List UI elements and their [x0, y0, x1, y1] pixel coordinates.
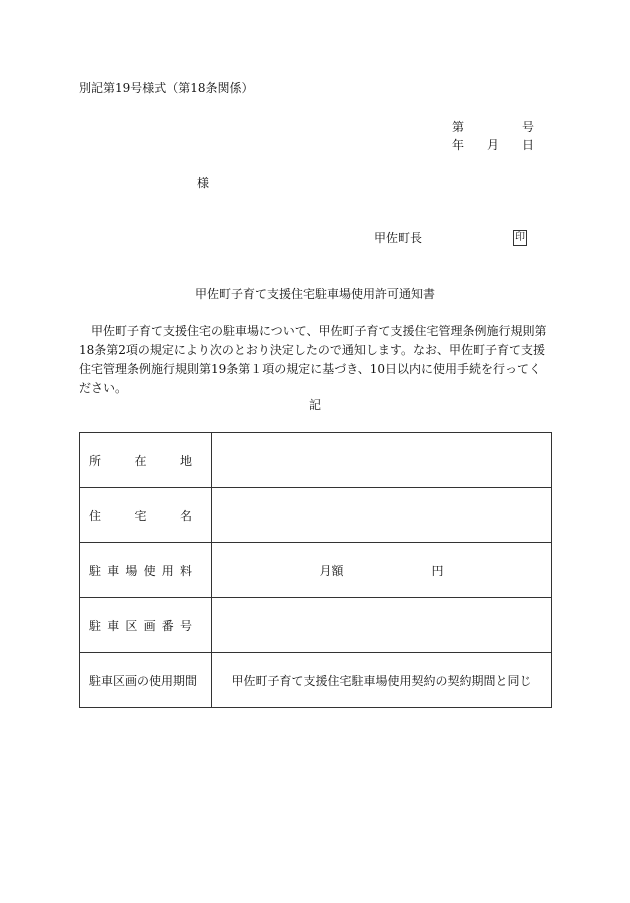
label-char: 車 [107, 618, 120, 633]
label-char: 画 [143, 618, 156, 633]
issuer-name: 甲佐町長 [374, 231, 423, 245]
parking-fee-label [80, 543, 212, 598]
form-identifier: 別記第19号様式（第18条関係） [79, 81, 254, 95]
location-value[interactable] [212, 433, 552, 488]
table-row [80, 488, 552, 543]
usage-period-label: 駐車区画の使用期間 [80, 653, 212, 708]
space-number-value[interactable] [212, 598, 552, 653]
table-row [80, 433, 552, 488]
details-table [79, 432, 552, 708]
house-name-label [80, 488, 212, 543]
location-label [80, 433, 212, 488]
label-char: 在 [134, 453, 147, 468]
usage-period-value: 甲佐町子育て支援住宅駐車場使用契約の契約期間と同じ [212, 653, 552, 708]
document-title: 甲佐町子育て支援住宅駐車場使用許可通知書 [194, 287, 435, 301]
date-line [452, 137, 534, 153]
date-month: 月 [486, 138, 499, 152]
addressee-suffix: 様 [197, 176, 210, 190]
seal-mark: 印 [513, 230, 527, 246]
table-row [80, 598, 552, 653]
label-char: 号 [179, 618, 192, 633]
label-char: 住 [89, 508, 102, 523]
table-row [80, 653, 552, 708]
label-char: 番 [161, 618, 174, 633]
space-number-label [80, 598, 212, 653]
label-char: 名 [179, 508, 192, 523]
ki-heading: 記 [308, 398, 321, 412]
label-char: 地 [179, 453, 192, 468]
parking-fee-value[interactable] [212, 543, 552, 598]
label-char: 車 [107, 563, 120, 578]
house-name-value[interactable] [212, 488, 552, 543]
number-go: 号 [521, 120, 534, 134]
label-char: 使 [143, 563, 156, 578]
date-day: 日 [521, 138, 534, 152]
label-char: 料 [179, 563, 192, 578]
table-row [80, 543, 552, 598]
body-paragraph [79, 322, 551, 398]
label-char: 駐 [89, 618, 102, 633]
label-char: 所 [89, 453, 102, 468]
number-dai: 第 [452, 120, 465, 134]
document-number-line [452, 119, 534, 135]
label-char: 駐 [89, 563, 102, 578]
label-char: 場 [125, 563, 138, 578]
label-char: 用 [161, 563, 174, 578]
date-year: 年 [452, 138, 465, 152]
fee-yen: 円 [431, 563, 444, 578]
label-char: 区 [125, 618, 138, 633]
body-text: 甲佐町子育て支援住宅の駐車場について、甲佐町子育て支援住宅管理条例施行規則第18条第2項の規定により次のとおり決定したので通知します。なお、甲佐町子育て支援住宅管理条例施行規則第19条第１項の規定に基づき、10日以内に使用手続を行ってください。 [79, 324, 547, 395]
label-char: 宅 [134, 508, 147, 523]
fee-monthly: 月額 [319, 563, 344, 578]
